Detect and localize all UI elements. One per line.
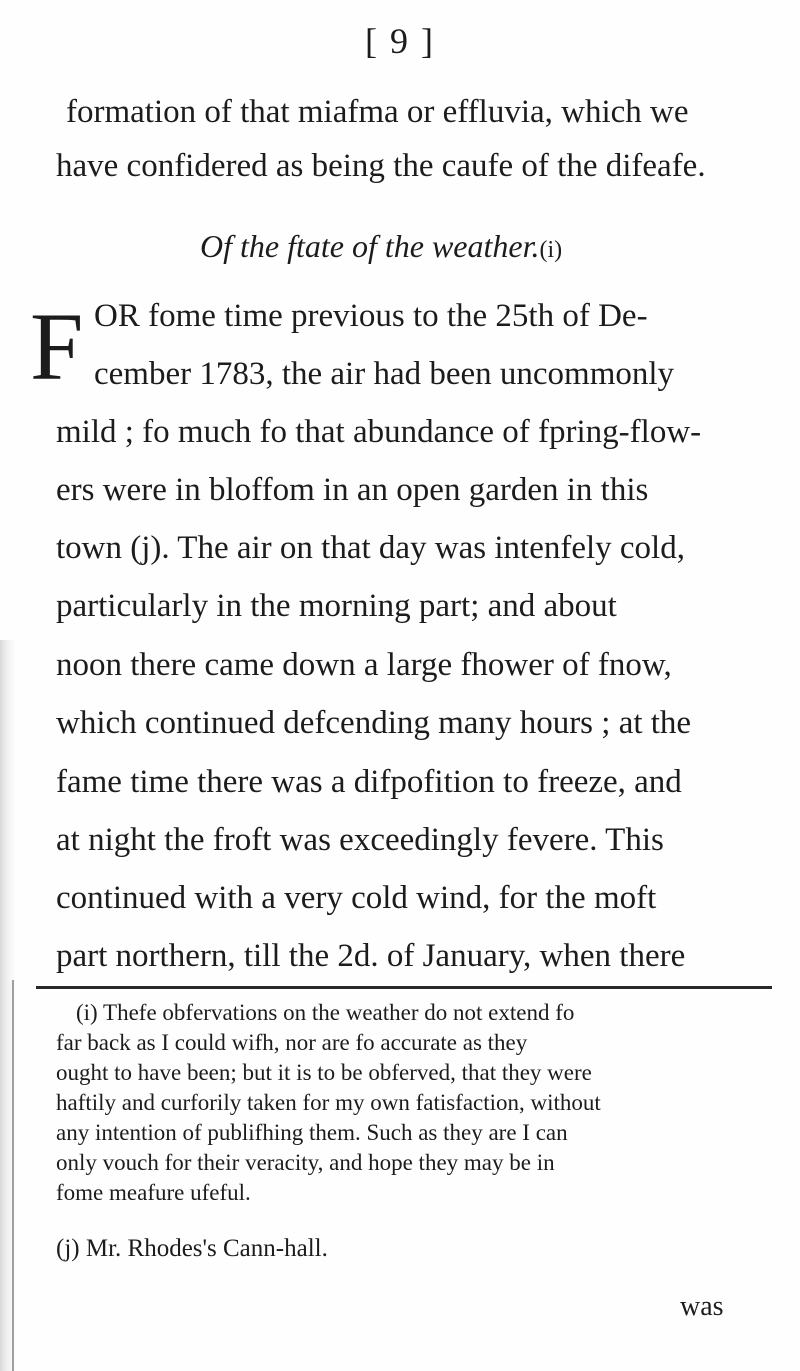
text-line: continued with a very cold wind, for the moft xyxy=(56,880,657,916)
footnote-line: ought to have been; but it is to be obferved, that they were xyxy=(56,1060,592,1085)
text-line: mild ; fo much fo that abundance of fpring-flow- xyxy=(56,414,702,450)
text-line-first: OR fome time previous to the 25th of De- xyxy=(94,298,648,334)
footnote-line: haftily and curforily taken for my own fatisfaction, without xyxy=(56,1090,601,1115)
section-heading-text: Of the ftate of the weather. xyxy=(200,228,540,264)
text-line: ers were in bloffom in an open garden in this xyxy=(56,472,649,508)
text-line: fame time there was a difpofition to freeze, and xyxy=(56,764,682,800)
footnote-ref-i: (i) xyxy=(539,237,563,263)
footnote-line: fome meafure ufeful. xyxy=(56,1180,251,1205)
binding-edge-line xyxy=(12,980,14,1371)
footnote-line: only vouch for their veracity, and hope they may be in xyxy=(56,1150,555,1175)
text-line: part northern, till the 2d. of January, when there xyxy=(56,938,686,974)
footnote-line: far back as I could wifh, nor are fo accurate as they xyxy=(56,1030,528,1055)
page-number: [ 9 ] xyxy=(365,21,435,61)
text-line: cember 1783, the air had been uncommonly xyxy=(94,356,675,392)
drop-cap: F xyxy=(30,293,84,400)
text-line: which continued defcending many hours ; at the xyxy=(56,705,692,741)
text-line: noon there came down a large fhower of fnow, xyxy=(56,647,672,683)
text-line: particularly in the morning part; and about xyxy=(56,588,617,624)
catchword: was xyxy=(680,1291,724,1322)
text-line: at night the froft was exceedingly fevere. This xyxy=(56,822,664,858)
footnote-rule xyxy=(36,986,772,989)
section-heading xyxy=(200,226,600,270)
text-line: have confidered as being the caufe of the difeafe. xyxy=(56,148,706,184)
footnote-line: any intention of publifhing them. Such as they are I can xyxy=(56,1120,568,1145)
footnote-line: (i) Thefe obfervations on the weather do not extend fo xyxy=(76,1000,575,1025)
text-line: town (j). The air on that day was intenfely cold, xyxy=(56,530,685,566)
text-line: formation of that miafma or effluvia, which we xyxy=(66,94,689,130)
footnote-j: (j) Mr. Rhodes's Cann-hall. xyxy=(56,1235,328,1262)
